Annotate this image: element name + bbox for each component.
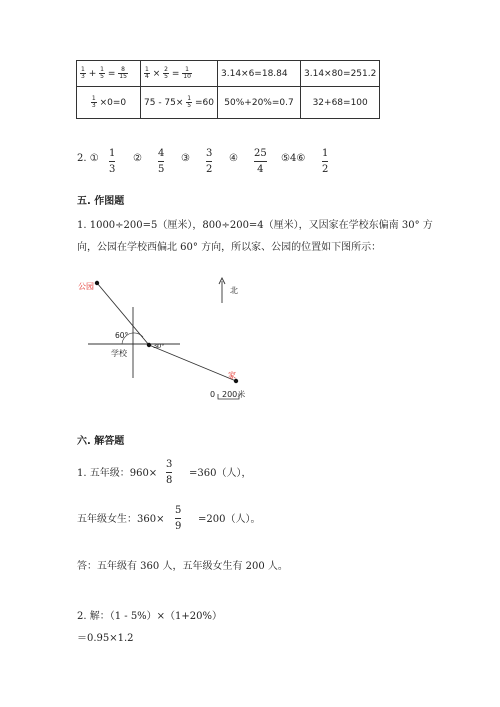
table-cell: 50%+20%=0.7 bbox=[218, 87, 301, 119]
section-heading: 六. 解答题 bbox=[77, 436, 125, 447]
paragraph-line: ＝0.95×1.2 bbox=[77, 633, 134, 644]
paragraph-line: 1. 1000÷200=5（厘米），800÷200=4（厘米），又因家在学校东偏南 30° 方 bbox=[77, 220, 433, 231]
scale-zero-label: 0 bbox=[210, 390, 216, 399]
answer-line: 答：五年级有 360 人，五年级女生有 200 人。 bbox=[77, 561, 288, 572]
marker: ⑤4⑥ bbox=[281, 153, 306, 164]
fraction: 4 5 bbox=[158, 148, 165, 175]
section-heading: 五. 作图题 bbox=[77, 196, 125, 207]
q2-label: 2. ① bbox=[77, 153, 99, 164]
fraction: 3 8 bbox=[166, 459, 173, 486]
angle-label-30: 30° bbox=[153, 342, 165, 350]
paragraph-line: 五年级女生：360× bbox=[77, 514, 165, 525]
marker: ③ bbox=[181, 153, 190, 164]
paragraph-line: =360（人）， bbox=[189, 468, 252, 479]
table-cell: $\frac{1}{4}$ × $\frac{2}{5}$ = $\frac{1}{10}$ bbox=[141, 61, 218, 87]
table-cell: 75 - 75× $\frac{1}{5}$ =60 bbox=[141, 87, 218, 119]
home-direction-line bbox=[149, 345, 236, 381]
school-label: 学校 bbox=[111, 349, 127, 358]
north-label: 北 bbox=[230, 286, 238, 295]
fraction: 3 2 bbox=[206, 148, 213, 175]
home-label: 家 bbox=[228, 371, 236, 380]
fraction: 5 9 bbox=[175, 505, 182, 532]
table-cell: $\frac{1}{3}$ ×0=0 bbox=[77, 87, 141, 119]
table-cell: $\frac{1}{3}$ + $\frac{1}{5}$ = $\frac{8}{15}$ bbox=[77, 61, 141, 87]
park-point bbox=[95, 281, 99, 285]
paragraph-line: 向，公园在学校西偏北 60° 方向，所以家、公园的位置如下图所示： bbox=[77, 242, 382, 253]
fraction: 25 4 bbox=[254, 148, 267, 175]
angle-label-60: 60° bbox=[115, 331, 129, 340]
paragraph-line: 2. 解：（1 - 5%）×（1+20%） bbox=[77, 611, 223, 622]
paragraph-line: =200（人）。 bbox=[198, 514, 261, 525]
table-cell: 3.14×80=251.2 bbox=[301, 61, 380, 87]
fraction: 1 2 bbox=[322, 148, 329, 175]
fraction: 1 3 bbox=[109, 148, 116, 175]
marker: ② bbox=[133, 153, 142, 164]
table-cell: 3.14×6=18.84 bbox=[218, 61, 301, 87]
table-cell: 32+68=100 bbox=[301, 87, 380, 119]
marker: ④ bbox=[229, 153, 238, 164]
scale-length-label: 200米 bbox=[222, 390, 246, 399]
paragraph-line: 1. 五年级：960× bbox=[77, 468, 158, 479]
park-label: 公园 bbox=[78, 282, 94, 291]
school-point bbox=[147, 343, 151, 347]
